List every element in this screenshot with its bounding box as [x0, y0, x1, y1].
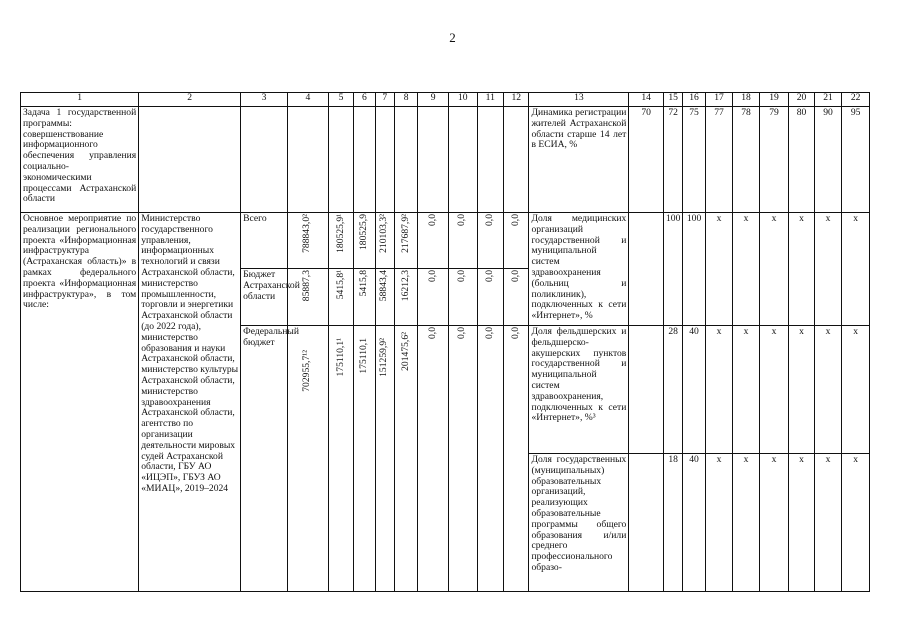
indicator-value: х: [733, 213, 759, 326]
indicator-name: Доля фельдшерских и фельдшерско-акушерских пунктов государственной и муниципальной систем здравоохранения, подключенных к сети «Интернет», %³: [529, 326, 629, 454]
funding-value: 175110,1: [358, 338, 370, 374]
funding-value: 58843,4: [378, 270, 390, 302]
indicator-value: 40: [683, 326, 705, 454]
indicator-value: 80: [789, 107, 814, 213]
column-header: 2: [139, 93, 241, 107]
column-header: 3: [241, 93, 288, 107]
column-header: 21: [814, 93, 842, 107]
funding-source: Всего: [241, 213, 288, 269]
indicator-value: 28: [663, 326, 682, 454]
funding-value: 0,0: [483, 327, 495, 339]
indicator-value: х: [733, 454, 759, 592]
column-header: 18: [733, 93, 759, 107]
indicator-value: х: [842, 326, 870, 454]
funding-value: 5415,8: [358, 270, 370, 297]
funding-value: 0,0: [456, 327, 468, 339]
column-header: 14: [629, 93, 664, 107]
indicator-value: 95: [842, 107, 870, 213]
indicator-value: 79: [759, 107, 789, 213]
funding-source: Федеральный бюджет: [241, 326, 288, 592]
indicator-value: х: [789, 213, 814, 326]
funding-value: 5415,8¹: [334, 270, 346, 300]
column-header: 7: [375, 93, 394, 107]
header-row: [21, 93, 870, 107]
indicator-value: х: [759, 326, 789, 454]
indicator-value: х: [789, 326, 814, 454]
task-title: Задача 1 государственной программы: совершенствование информационного обеспечения управления социально-экономическими процессами Астраханской области: [21, 107, 139, 213]
column-header: 6: [354, 93, 375, 107]
indicator-value: 72: [663, 107, 682, 213]
indicator-value: 100: [683, 213, 705, 326]
column-header: 9: [418, 93, 449, 107]
funding-value: 0,0: [456, 214, 468, 226]
indicator-value: 100: [663, 213, 682, 326]
funding-value: 201475,6²: [399, 332, 411, 371]
indicator-value: х: [814, 213, 842, 326]
page-number: 2: [449, 30, 456, 45]
funding-value: 0,0: [483, 214, 495, 226]
indicator-value: 75: [683, 107, 705, 213]
funding-value: 175110,1¹: [334, 338, 346, 377]
column-header: 10: [448, 93, 477, 107]
indicator-value: х: [705, 454, 733, 592]
funding-value: 702955,7¹²: [301, 350, 313, 392]
column-header: 12: [504, 93, 529, 107]
column-header: 19: [759, 93, 789, 107]
measure-title: Основное мероприятие по реализации регионального проекта «Информационная инфраструктура (Астраханская область)» в рамках федерального проекта «Информационная инфраструктура», в том числе:: [21, 213, 139, 592]
responsible-executors: Министерство государственного управления, информационных технологий и связи Астраханской области, министерство промышленности, торговли и энергетики Астраханской области (до 2022 года), министерство образования и науки Астраханской области, министерство культуры Астраханской области, министерство здравоохранения Астраханской области, агентство по организации деятельности мировых судей Астраханской области, ГБУ АО «ИЦЭП», ГБУЗ АО «МИАЦ», 2019–2024: [139, 213, 241, 592]
indicator-value: 18: [663, 454, 682, 592]
column-header: 5: [328, 93, 353, 107]
funding-value: 217687,9²: [399, 214, 411, 253]
indicator-value: 90: [814, 107, 842, 213]
funding-value: 180525,9: [358, 214, 370, 250]
indicator-value: х: [759, 213, 789, 326]
indicator-name: Доля государственных (муниципальных) образовательных организаций, реализующих образовательные программы общего образования и/или среднего профессионального образо-: [529, 454, 629, 592]
task-row: [21, 107, 870, 213]
funding-row-total: [21, 213, 870, 269]
funding-value: 0,0: [426, 214, 438, 226]
indicator-value: х: [733, 326, 759, 454]
indicator-value: х: [842, 213, 870, 326]
indicator-value: х: [814, 326, 842, 454]
indicator-value: 77: [705, 107, 733, 213]
funding-value: 180525,9¹: [334, 214, 346, 253]
indicator-value: х: [705, 213, 733, 326]
funding-value: 0,0: [426, 327, 438, 339]
indicator-value: 40: [683, 454, 705, 592]
indicator-value: х: [842, 454, 870, 592]
column-header: 4: [288, 93, 329, 107]
funding-value: 16212,3: [399, 270, 411, 302]
funding-value: 0,0: [456, 270, 468, 282]
column-header: 13: [529, 93, 629, 107]
column-header: 8: [394, 93, 417, 107]
indicator-value: 70: [629, 107, 664, 213]
indicator-value: х: [705, 326, 733, 454]
funding-value: 78884З,0²: [301, 214, 313, 253]
funding-value: 0,0: [483, 270, 495, 282]
funding-value: 0,0: [509, 214, 521, 226]
funding-value: 0,0: [509, 270, 521, 282]
indicator-name: Динамика регистрации жителей Астраханской области старше 14 лет в ЕСИА, %: [529, 107, 629, 213]
indicator-value: х: [814, 454, 842, 592]
program-table: [20, 92, 870, 592]
column-header: 16: [683, 93, 705, 107]
column-header: 17: [705, 93, 733, 107]
indicator-value: х: [789, 454, 814, 592]
column-header: 11: [477, 93, 503, 107]
column-header: 20: [789, 93, 814, 107]
column-header: 22: [842, 93, 870, 107]
funding-source: Бюджет Астраханской области: [241, 269, 288, 326]
funding-value: 210103,3²: [378, 214, 390, 253]
column-header: 15: [663, 93, 682, 107]
indicator-name: Доля медицинских организаций государственной и муниципальной систем здравоохранения (больниц и поликлиник), подключенных к сети «Интернет», %: [529, 213, 629, 326]
funding-value: 85887,3: [301, 270, 313, 302]
funding-value: 0,0: [426, 270, 438, 282]
column-header: 1: [21, 93, 139, 107]
funding-value: 0,0: [509, 327, 521, 339]
funding-value: 151259,9²: [378, 338, 390, 377]
indicator-value: х: [759, 454, 789, 592]
indicator-value: 78: [733, 107, 759, 213]
